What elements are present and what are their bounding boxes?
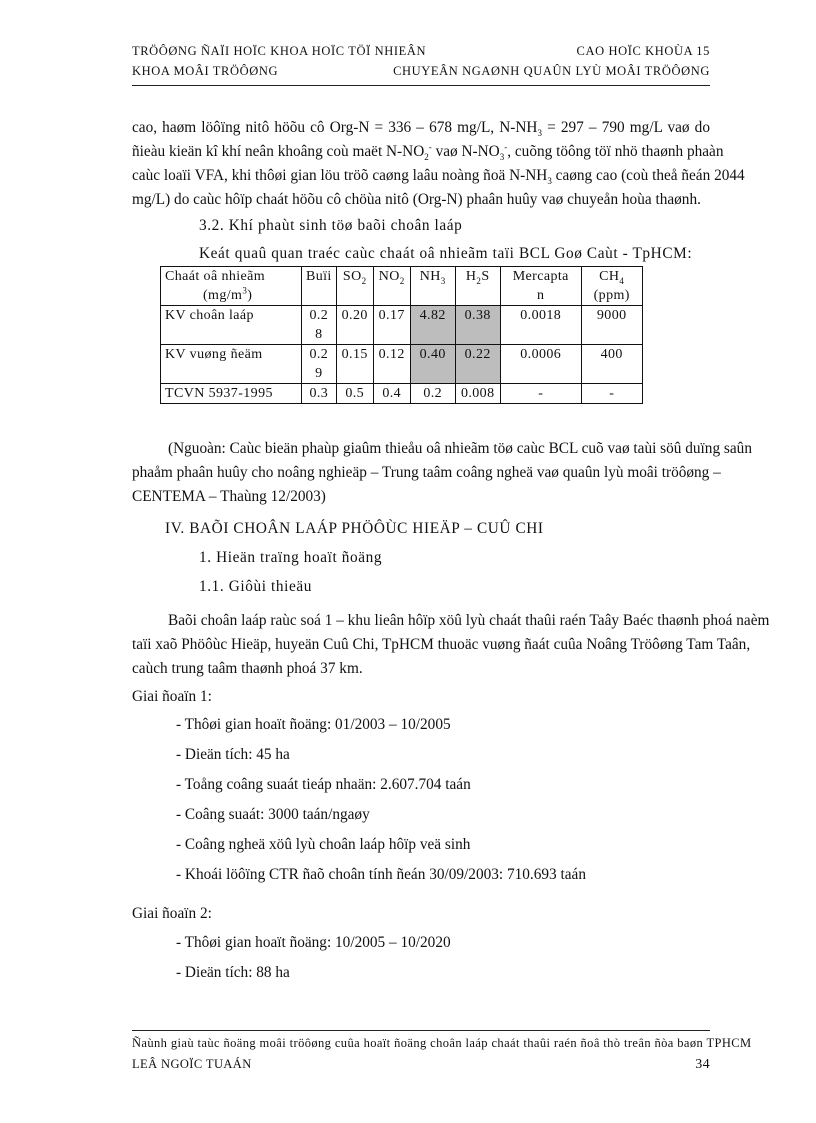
source-line-3: CENTEMA – Thaùng 12/2003)	[132, 488, 326, 505]
cell-no2: 0.17	[373, 306, 410, 345]
cell-bui: 0.2 9	[302, 345, 337, 384]
landfill-intro	[132, 609, 770, 681]
col-so2: $SO_2$	[336, 267, 373, 306]
list-item: - Thôøi gian hoaït ñoäng: 01/2003 – 10/2005	[176, 716, 451, 733]
landfill-line-1: Baõi choân laáp raùc soá 1 – khu lieân hôïp xöû lyù chaát thaûi raén Taây Baéc thaønh phoá naèm	[168, 612, 770, 629]
section-iv-heading: IV. BAÕI CHOÂN LAÁP PHÖÔÙC HIEÄP – CUÛ CHI	[165, 520, 544, 537]
section-3-2-heading: 3.2. Khí phaùt sinh töø baõi choân laáp	[199, 217, 463, 234]
header-rule	[132, 85, 710, 86]
col-pollutant: Chaát oâ nhieãm $(mg/m^3)$	[161, 267, 302, 306]
cell-so2: 0.15	[336, 345, 373, 384]
header-course: CAO HOÏC KHOÙA 15	[576, 44, 710, 58]
cell-h2s: 0.008	[455, 384, 500, 404]
cell-ch4: -	[581, 384, 642, 404]
pollutant-table	[160, 266, 643, 404]
cell-so2: 0.5	[336, 384, 373, 404]
table-row	[161, 306, 643, 345]
list-item: - Dieän tích: 88 ha	[176, 964, 290, 981]
section-1-heading: 1. Hieän traïng hoaït ñoäng	[199, 549, 383, 566]
table-row	[161, 345, 643, 384]
intro-line-3: caùc loaïi VFA, khi thôøi gian löu tröõ caøng laâu noàng ñoä $N-NH_3$ caøng cao (coù theå ñeán 2044	[132, 167, 745, 187]
cell-h2s: 0.22	[455, 345, 500, 384]
cell-no2: 0.4	[373, 384, 410, 404]
header-university: TRÖÔØNG ÑAÏI HOÏC KHOA HOÏC TÖÏ NHIEÂN	[132, 44, 427, 58]
cell-nh3: 0.2	[410, 384, 455, 404]
cell-ch4: 400	[581, 345, 642, 384]
footer-rule	[132, 1030, 710, 1031]
cell-mercaptan: 0.0018	[500, 306, 581, 345]
footer-author: LEÂ NGOÏC TUAÁN	[132, 1057, 252, 1071]
cell-so2: 0.20	[336, 306, 373, 345]
intro-paragraph	[132, 116, 745, 212]
intro-line-2: ñieàu kieän kî khí neân khoâng coù maët $N-NO_2^-$ vaø $N-NO_3^-$, cuõng töông töï nhö thaønh phaàn	[132, 141, 724, 163]
row-label: KV choân laáp	[161, 306, 302, 345]
cell-bui: 0.3	[302, 384, 337, 404]
cell-no2: 0.12	[373, 345, 410, 384]
source-note	[132, 437, 752, 509]
table-row	[161, 384, 643, 404]
table-caption: Keát quaû quan traéc caùc chaát oâ nhieãm taïi BCL Goø Caùt - TpHCM:	[199, 245, 693, 262]
page-number: 34	[695, 1057, 710, 1072]
list-item: - Khoái löôïng CTR ñaõ choân tính ñeán 30/09/2003: 710.693 taán	[176, 866, 586, 883]
source-line-2: phaåm phaân huûy cho noâng nghieäp – Trung taâm coâng ngheä vaø quaûn lyù moâi tröôøng –	[132, 464, 721, 481]
intro-line-4: mg/L) do caùc hôïp chaát höõu cô chöùa nitô (Org-N) phaân huûy vaø chuyeån hoùa thaønh.	[132, 191, 701, 208]
col-h2s: $H_2S$	[455, 267, 500, 306]
cell-h2s: 0.38	[455, 306, 500, 345]
row-label: KV vuøng ñeäm	[161, 345, 302, 384]
table-header-row	[161, 267, 643, 306]
col-mercaptan: Mercapta n	[500, 267, 581, 306]
row-label: TCVN 5937-1995	[161, 384, 302, 404]
list-item: - Coâng suaát: 3000 taán/ngaøy	[176, 806, 370, 823]
list-item: - Thôøi gian hoaït ñoäng: 10/2005 – 10/2020	[176, 934, 451, 951]
landfill-line-3: caùch trung taâm thaønh phoá 37 km.	[132, 660, 363, 677]
cell-nh3: 4.82	[410, 306, 455, 345]
cell-bui: 0.2 8	[302, 306, 337, 345]
phase-2-title: Giai ñoaïn 2:	[132, 905, 212, 922]
col-bui: Buïi	[302, 267, 337, 306]
cell-ch4: 9000	[581, 306, 642, 345]
list-item: - Dieän tích: 45 ha	[176, 746, 290, 763]
landfill-line-2: taïi xaõ Phöôùc Hieäp, huyeän Cuû Chi, TpHCM thuoäc vuøng ñaát cuûa Noâng Tröôøng Tam Taân,	[132, 636, 751, 653]
col-ch4: $CH_4$ (ppm)	[581, 267, 642, 306]
phase-1-title: Giai ñoaïn 1:	[132, 688, 212, 705]
cell-nh3: 0.40	[410, 345, 455, 384]
list-item: - Toång coâng suaát tieáp nhaän: 2.607.704 taán	[176, 776, 471, 793]
col-nh3: $NH_3$	[410, 267, 455, 306]
list-item: - Coâng ngheä xöû lyù choân laáp hôïp veä sinh	[176, 836, 471, 853]
intro-line-1: cao, haøm löôïng nitô höõu cô Org-N = 336 – 678 mg/L, $N-NH_3 = 297 - 790$ mg/L vaø do	[132, 119, 710, 139]
header-major: CHUYEÂN NGAØNH QUAÛN LYÙ MOÂI TRÖÔØNG	[393, 64, 710, 78]
footer-title: Ñaùnh giaù taùc ñoäng moâi tröôøng cuûa hoaït ñoäng choân laáp chaát thaûi raén ñoâ thò treân ñòa baøn TPHCM	[132, 1036, 752, 1050]
section-1-1-heading: 1.1. Giôùi thieäu	[199, 578, 313, 595]
source-line-1: (Nguoàn: Caùc bieän phaùp giaûm thieåu oâ nhieãm töø caùc BCL cuõ vaø taùi söû duïng saûn	[168, 440, 752, 457]
cell-mercaptan: 0.0006	[500, 345, 581, 384]
col-no2: $NO_2$	[373, 267, 410, 306]
header-faculty: KHOA MOÂI TRÖÔØNG	[132, 64, 279, 78]
cell-mercaptan: -	[500, 384, 581, 404]
